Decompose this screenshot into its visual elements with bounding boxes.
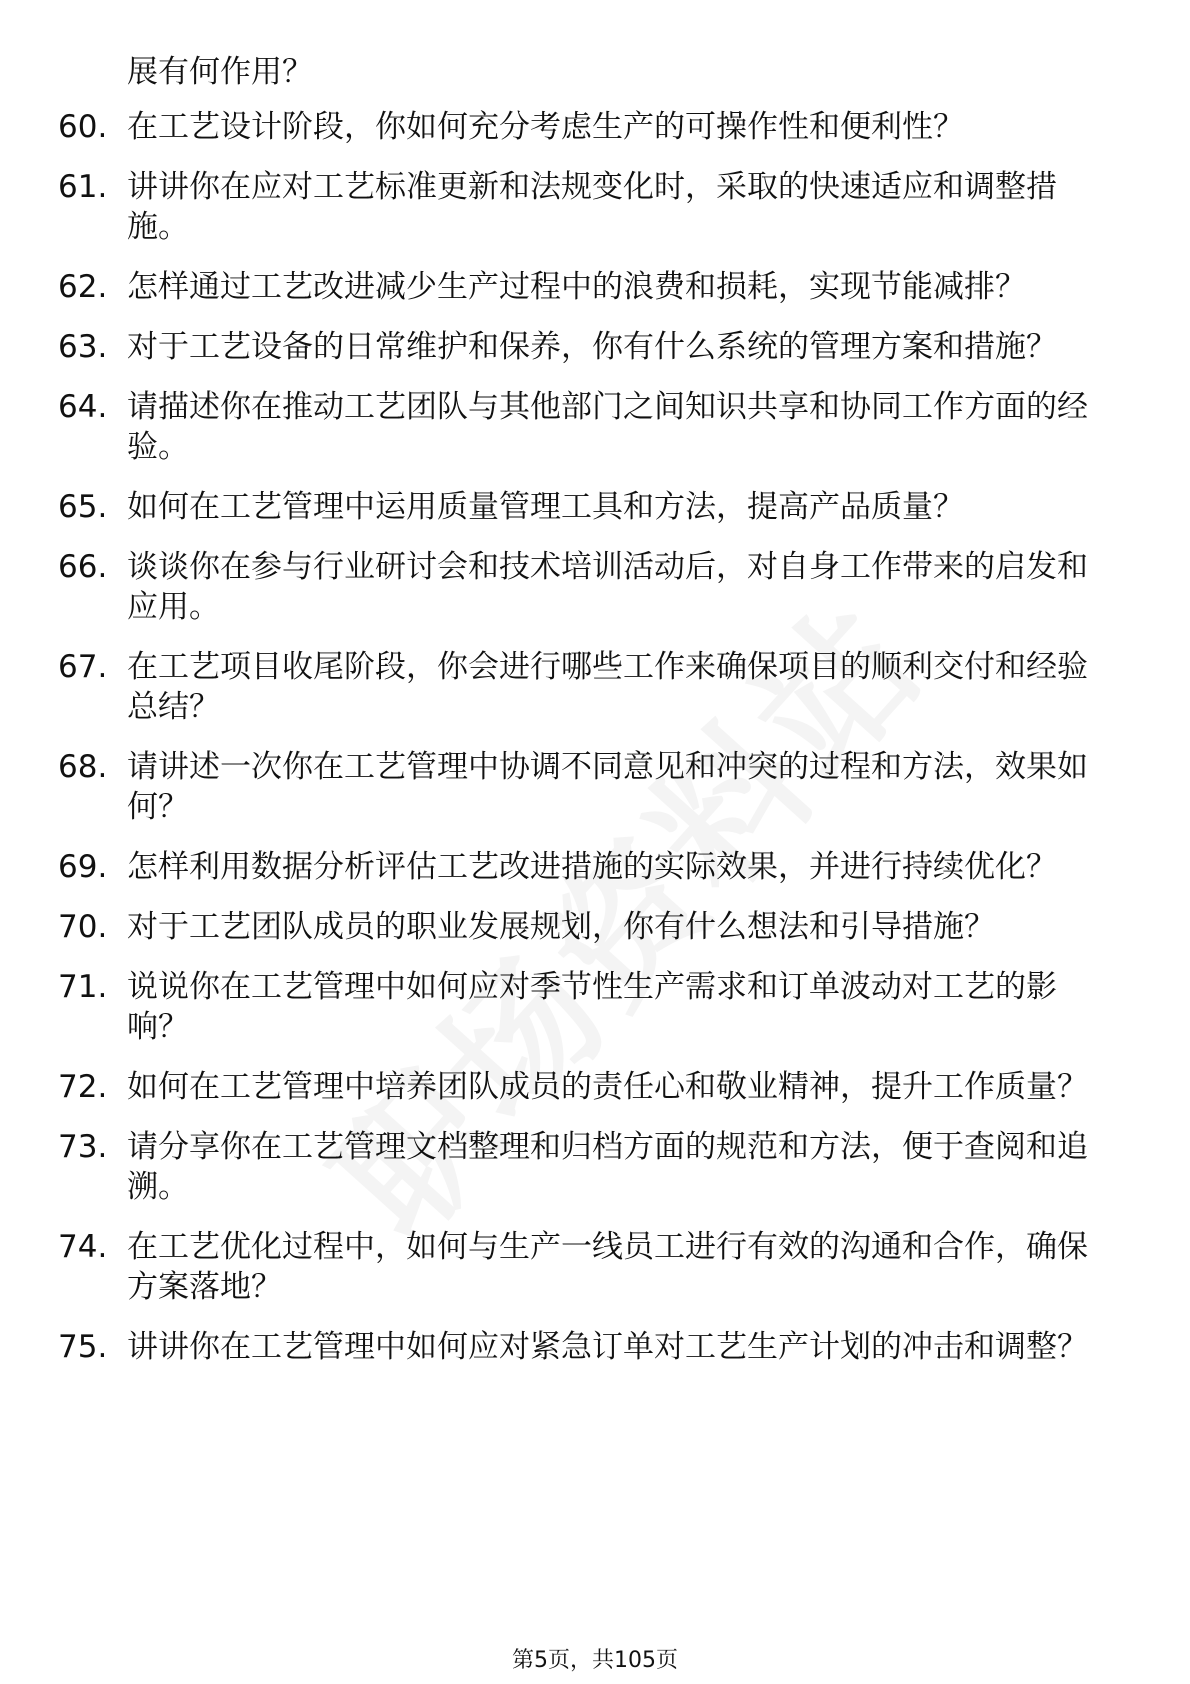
question-text: 讲讲你在应对工艺标准更新和法规变化时，采取的快速适应和调整措施。 [127,169,1057,245]
list-item [0,907,1190,947]
list-item [0,267,1190,307]
list-item [0,1067,1190,1107]
list-item [0,1327,1190,1367]
question-number: 72. [58,1069,108,1105]
question-number: 64. [58,389,108,425]
question-number: 65. [58,489,108,525]
question-number: 70. [58,909,108,945]
list-item [0,1227,1190,1307]
question-text: 请描述你在推动工艺团队与其他部门之间知识共享和协同工作方面的经验。 [127,389,1088,465]
question-number: 63. [58,329,108,365]
list-item [0,387,1190,467]
question-text: 对于工艺团队成员的职业发展规划，你有什么想法和引导措施？ [127,909,995,945]
question-text: 对于工艺设备的日常维护和保养，你有什么系统的管理方案和措施？ [127,329,1057,365]
list-item [0,327,1190,367]
question-text: 怎样利用数据分析评估工艺改进措施的实际效果，并进行持续优化？ [127,849,1057,885]
list-item [0,547,1190,627]
question-number: 60. [58,109,108,145]
question-text: 讲讲你在工艺管理中如何应对紧急订单对工艺生产计划的冲击和调整？ [127,1329,1088,1365]
list-item [0,107,1190,147]
question-number: 71. [58,969,108,1005]
question-number: 67. [58,649,108,685]
question-number: 66. [58,549,108,585]
question-text: 谈谈你在参与行业研讨会和技术培训活动后，对自身工作带来的启发和应用。 [127,549,1088,625]
question-text: 在工艺设计阶段，你如何充分考虑生产的可操作性和便利性？ [127,109,964,145]
question-text: 如何在工艺管理中运用质量管理工具和方法，提高产品质量？ [127,489,964,525]
list-item [0,1127,1190,1207]
list-item [0,167,1190,247]
continuation-text: 展有何作用？ [127,54,313,90]
question-number: 69. [58,849,108,885]
list-item [0,487,1190,527]
list-item [0,847,1190,887]
question-text: 如何在工艺管理中培养团队成员的责任心和敬业精神，提升工作质量？ [127,1069,1088,1105]
question-text: 请讲述一次你在工艺管理中协调不同意见和冲突的过程和方法，效果如何？ [127,749,1088,825]
list-item [0,747,1190,827]
question-number: 68. [58,749,108,785]
question-text: 请分享你在工艺管理文档整理和归档方面的规范和方法，便于查阅和追溯。 [127,1129,1088,1205]
question-list [0,107,1190,1387]
list-item [0,967,1190,1047]
question-number: 62. [58,269,108,305]
page-footer: 第5页，共105页 [512,1648,678,1673]
question-text: 在工艺项目收尾阶段，你会进行哪些工作来确保项目的顺利交付和经验总结？ [127,649,1088,725]
question-number: 61. [58,169,108,205]
list-item [0,647,1190,727]
question-text: 说说你在工艺管理中如何应对季节性生产需求和订单波动对工艺的影响？ [127,969,1057,1045]
question-number: 75. [58,1329,108,1365]
question-text: 在工艺优化过程中，如何与生产一线员工进行有效的沟通和合作，确保方案落地？ [127,1229,1088,1305]
question-number: 74. [58,1229,108,1265]
question-text: 怎样通过工艺改进减少生产过程中的浪费和损耗，实现节能减排？ [127,269,1026,305]
question-number: 73. [58,1129,108,1165]
